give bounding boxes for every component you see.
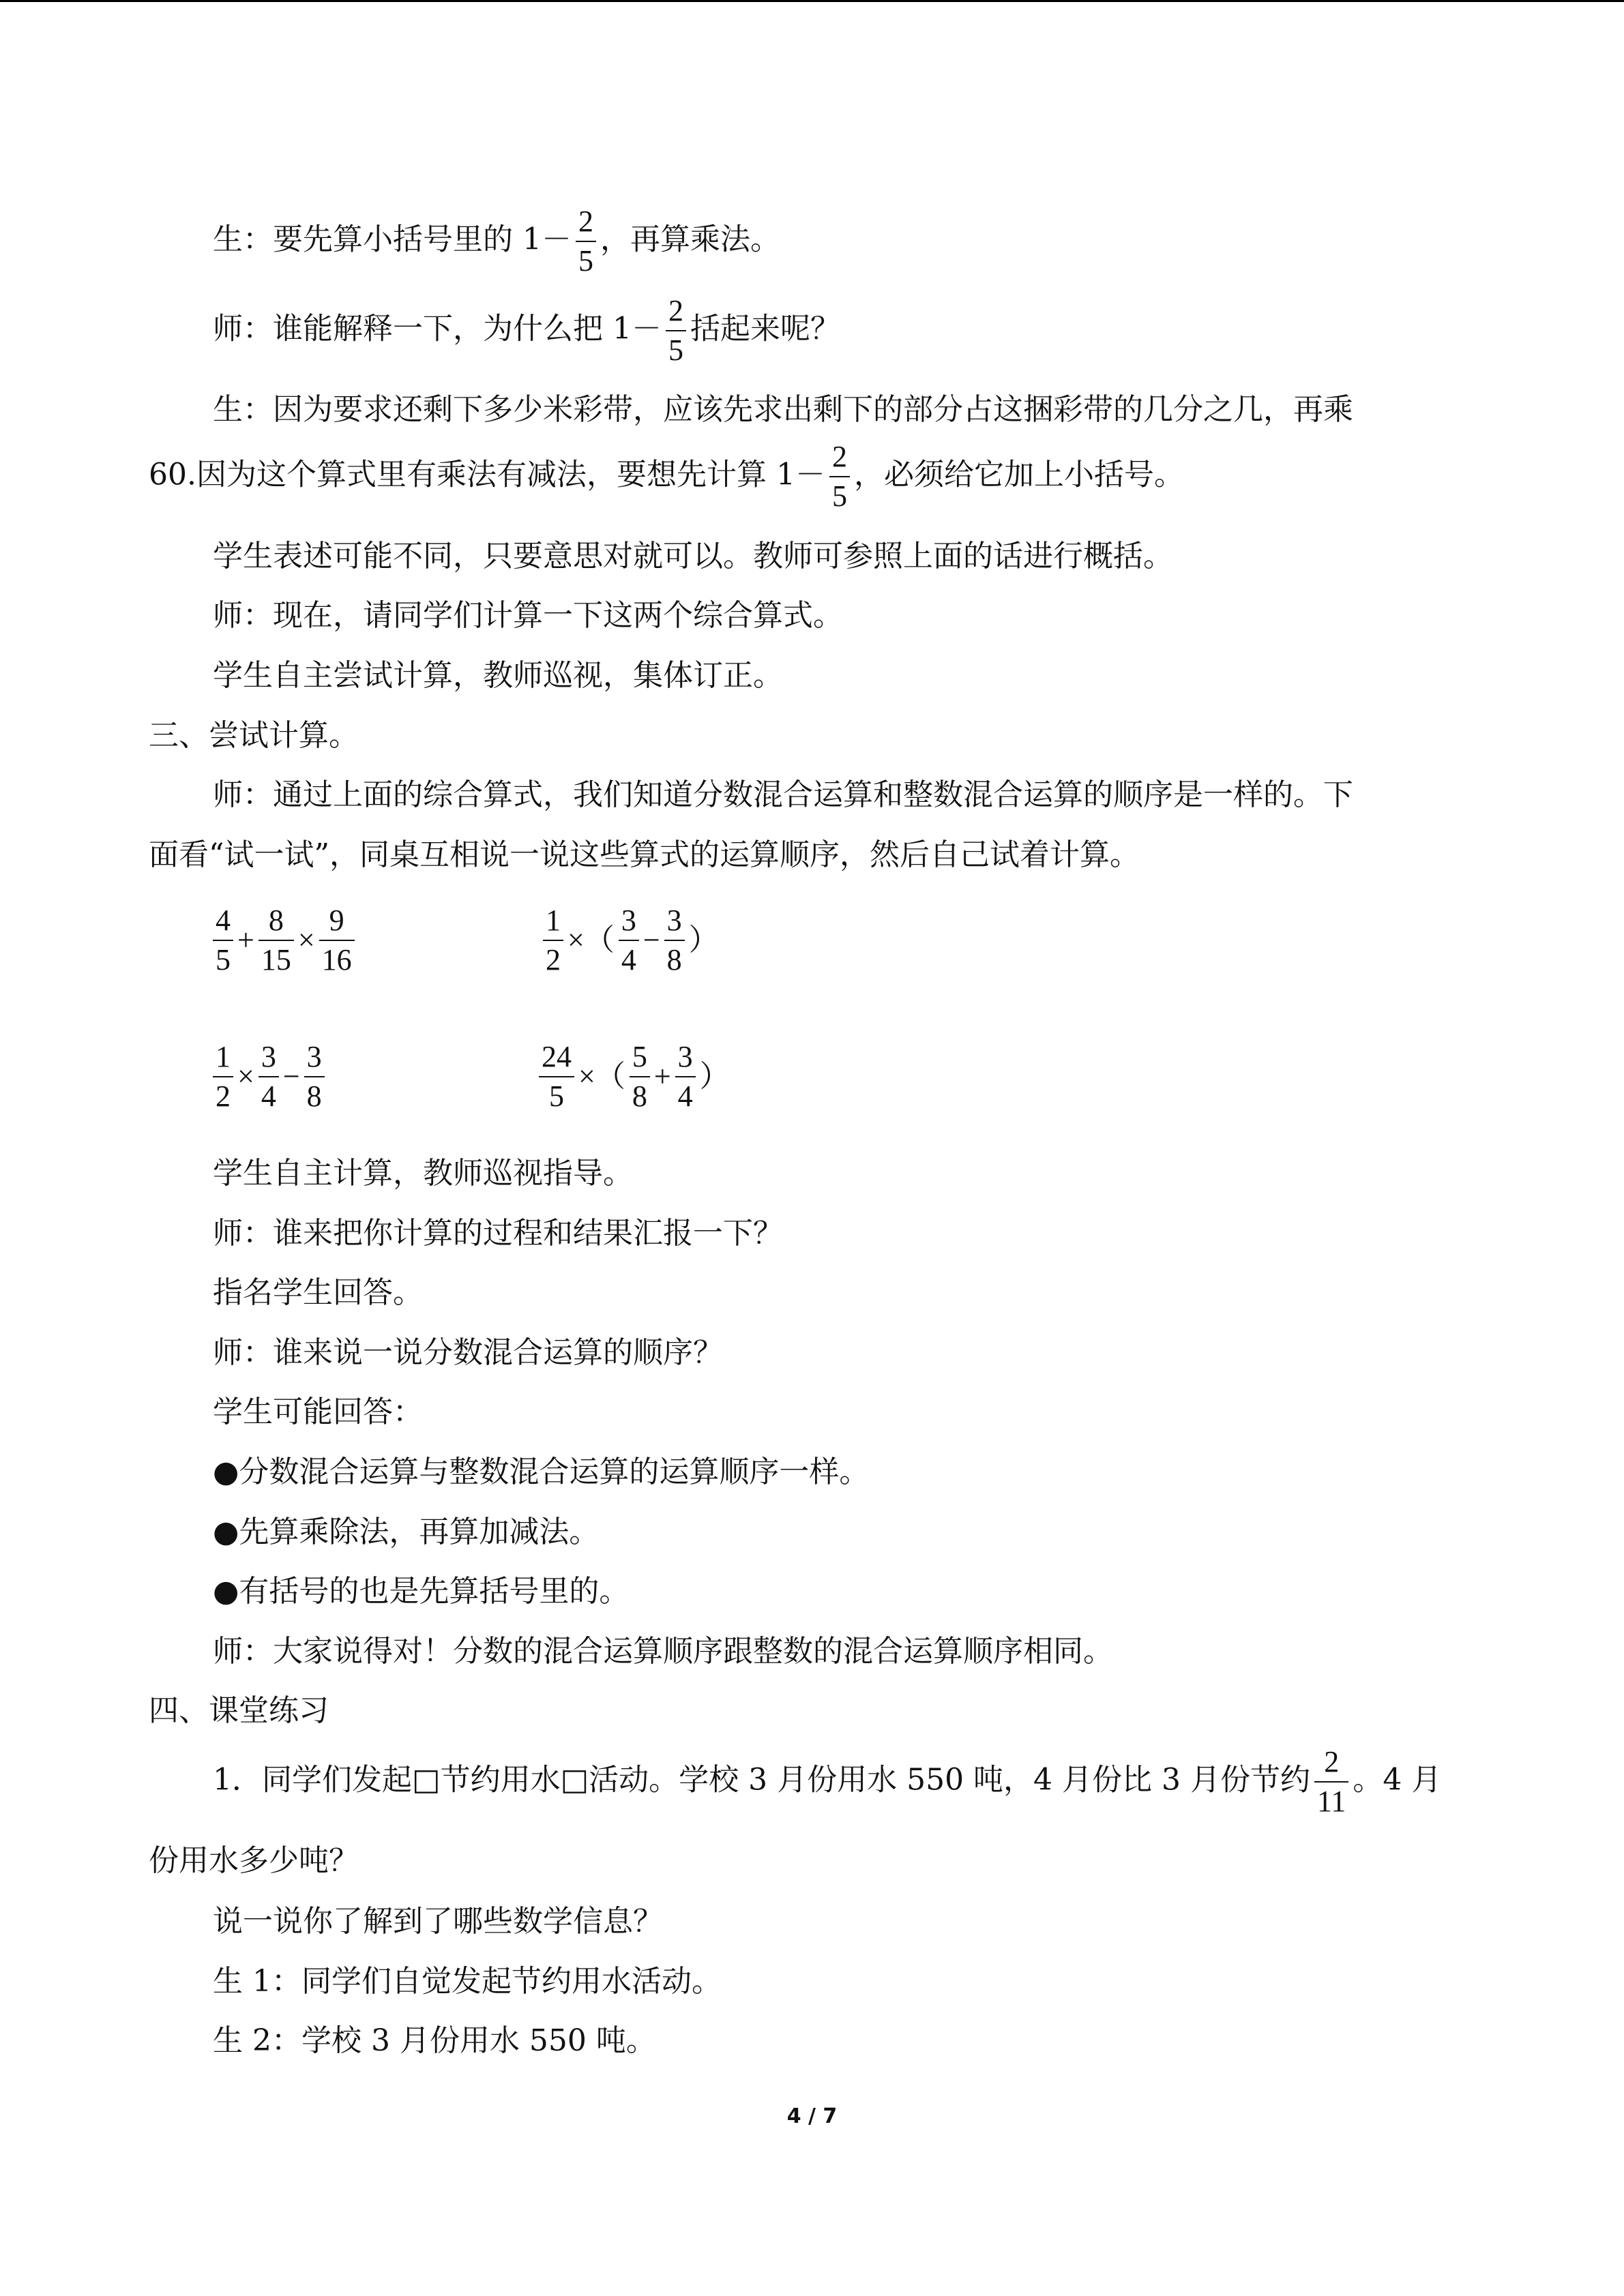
fraction: $\frac{4}{5}$	[213, 906, 233, 975]
paren: ）	[688, 923, 719, 957]
fraction: $\frac{3}{4}$	[619, 906, 639, 975]
fraction: $\frac{3}{4}$	[675, 1042, 696, 1112]
text: 60.因为这个算式里有乘法有减法，要想先计算 1－	[149, 457, 825, 492]
paren: （	[595, 1059, 625, 1093]
expression-1	[209, 886, 359, 989]
text: ，再算乘法。	[600, 222, 780, 257]
operator: ×	[578, 1059, 595, 1093]
paragraph	[0, 440, 1624, 513]
paragraph: 师：大家说得对！分数的混合运算顺序跟整数的混合运算顺序相同。	[213, 1634, 1113, 1669]
operator: ×	[567, 923, 585, 957]
paragraph: 生：因为要求还剩下多少米彩带，应该先求出剩下的部分占这捆彩带的几分之几，再乘	[213, 392, 1353, 427]
text: 师：谁能解释一下，为什么把 1－	[213, 311, 662, 346]
paragraph	[0, 1745, 1624, 1818]
operator: −	[643, 923, 660, 957]
operator: +	[653, 1059, 671, 1093]
text: 生：要先算小括号里的 1－	[213, 222, 572, 257]
fraction: $\frac{1}{2}$	[543, 906, 563, 975]
fraction: $\frac{2}{5}$	[576, 207, 596, 276]
text: 1．同学们发起□节约用水□活动。学校 3 月份用水 550 吨，4 月份比 3 月份节约	[213, 1762, 1311, 1798]
operator: +	[237, 923, 254, 957]
section-heading: 四、课堂练习	[149, 1693, 329, 1728]
paragraph: 师：谁来说一说分数混合运算的顺序？	[213, 1335, 723, 1370]
paragraph: 份用水多少吨？	[149, 1843, 359, 1878]
paragraph	[0, 294, 1624, 367]
paragraph: 学生可能回答：	[213, 1395, 423, 1429]
paren: ）	[699, 1059, 730, 1093]
fraction: $\frac{3}{8}$	[664, 906, 685, 975]
fraction: $\frac{3}{4}$	[259, 1042, 279, 1112]
bullet-item: ●先算乘除法，再算加减法。	[213, 1515, 600, 1549]
bullet-item: ●有括号的也是先算括号里的。	[213, 1574, 630, 1609]
paragraph: 师：谁来把你计算的过程和结果汇报一下？	[213, 1216, 783, 1251]
paragraph: 说一说你了解到了哪些数学信息？	[213, 1904, 663, 1939]
paragraph: 学生自主计算，教师巡视指导。	[213, 1156, 633, 1191]
paren: （	[584, 923, 615, 957]
text: 。4 月	[1353, 1762, 1442, 1798]
paragraph: 师：通过上面的综合算式，我们知道分数混合运算和整数混合运算的顺序是一样的。下	[213, 777, 1353, 812]
fraction: $\frac{5}{8}$	[630, 1042, 650, 1112]
section-heading: 三、尝试计算。	[149, 718, 359, 753]
fraction: $\frac{2}{11}$	[1314, 1747, 1348, 1817]
paragraph	[0, 205, 1624, 278]
fraction: $\frac{24}{5}$	[539, 1042, 574, 1112]
fraction: $\frac{1}{2}$	[213, 1042, 233, 1112]
paragraph: 生 2：学校 3 月份用水 550 吨。	[213, 2023, 656, 2058]
operator: −	[282, 1059, 300, 1093]
paragraph: 学生自主尝试计算，教师巡视，集体订正。	[213, 658, 783, 693]
fraction: $\frac{8}{15}$	[259, 906, 294, 975]
bullet-item: ●分数混合运算与整数混合运算的运算顺序一样。	[213, 1455, 870, 1489]
fraction: $\frac{9}{16}$	[319, 906, 355, 975]
paragraph: 师：现在，请同学们计算一下这两个综合算式。	[213, 598, 843, 633]
fraction: $\frac{2}{5}$	[829, 442, 850, 511]
paragraph: 指名学生回答。	[213, 1275, 423, 1310]
paragraph: 面看“试一试”，同桌互相说一说这些算式的运算顺序，然后自己试着计算。	[149, 837, 1140, 872]
expression-2	[539, 886, 719, 989]
text: ，必须给它加上小括号。	[853, 457, 1184, 492]
expression-4	[535, 1023, 730, 1125]
paragraph: 生 1：同学们自觉发起节约用水活动。	[213, 1964, 722, 1999]
operator: ×	[297, 923, 315, 957]
text: 括起来呢？	[690, 311, 840, 346]
fraction: $\frac{3}{8}$	[304, 1042, 325, 1112]
operator: ×	[237, 1059, 254, 1093]
expression-3	[209, 1023, 329, 1125]
fraction: $\frac{2}{5}$	[666, 296, 686, 366]
page-number: 4 / 7	[786, 2104, 838, 2128]
paragraph: 学生表述可能不同，只要意思对就可以。教师可参照上面的话进行概括。	[213, 539, 1173, 573]
